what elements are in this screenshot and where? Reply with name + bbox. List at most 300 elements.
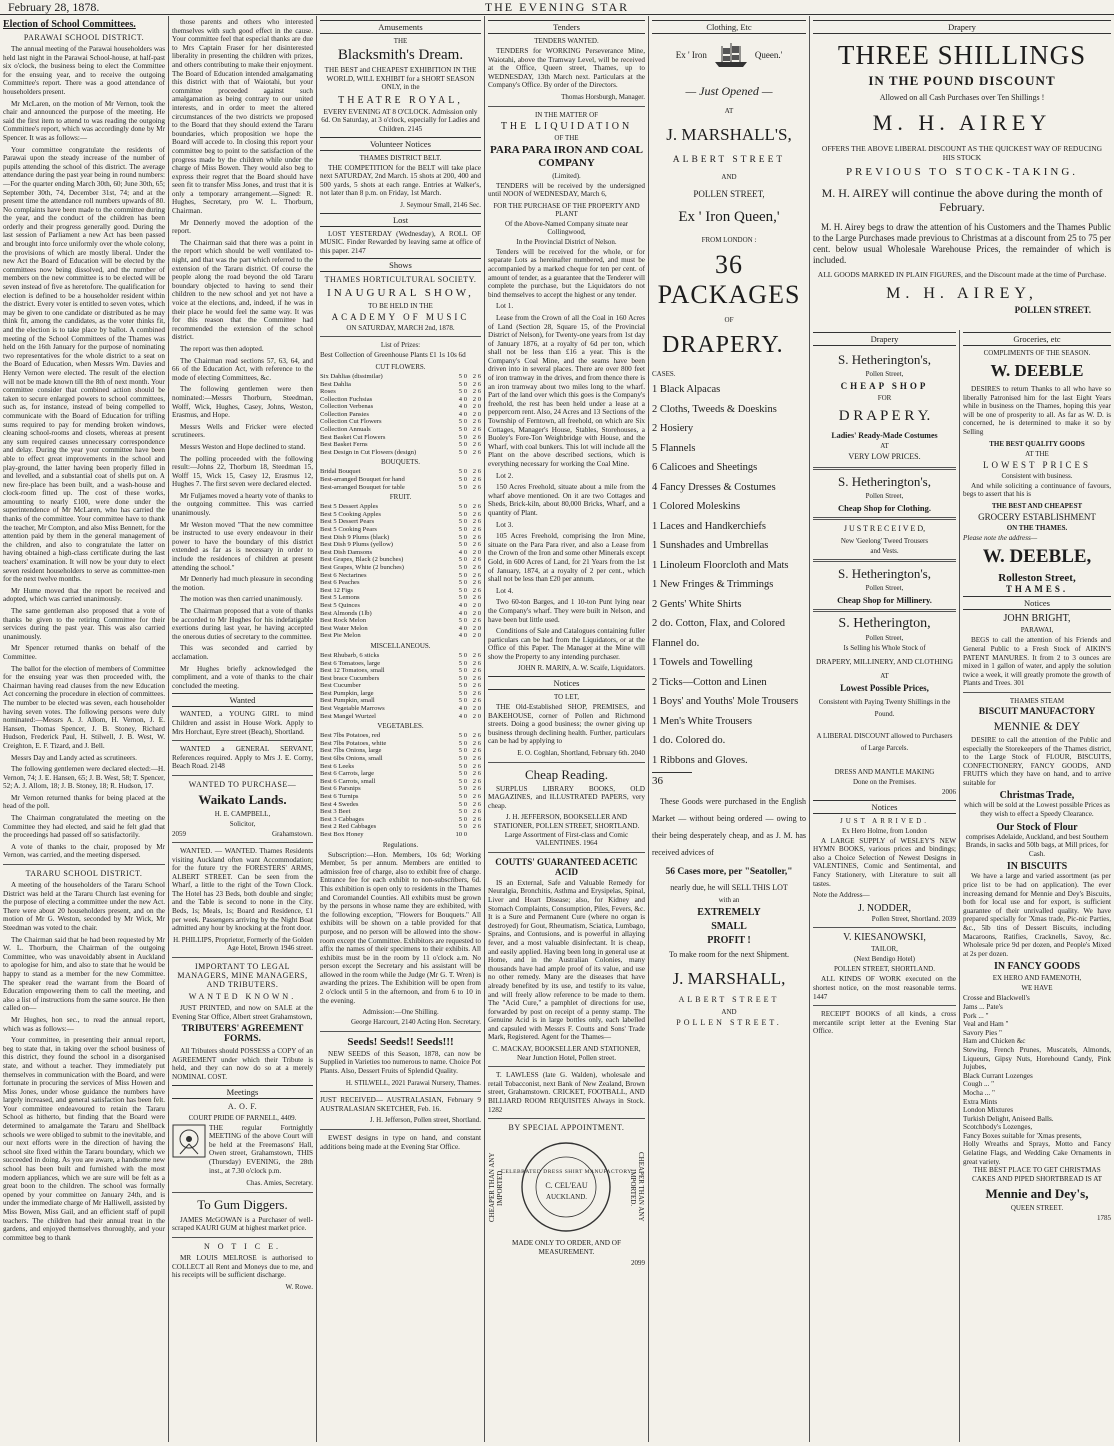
second-prize: 2 6	[472, 659, 481, 667]
prize-row	[320, 556, 481, 564]
prize-row	[320, 426, 481, 434]
ad-place: Grahamstown.	[271, 829, 313, 838]
prize-item: Best 5 Quinces	[320, 601, 360, 609]
first-prize: 4 0	[458, 410, 467, 418]
paragraph: The Chairman said that there was a point in the report which should be well ventilated to-night, and that was the part which referred to the extension of the Tararu district. Of course the people along the road beyond the old Tararu boundary objected to having to send their children to the new school and yet not have a voice at the elections, and, indeed, if he was in their place he would feel the same way. It was for this reason that the Committee had recommended the extension of the school district.	[172, 238, 313, 342]
first-prize: 5 0	[458, 667, 467, 675]
prize-row	[320, 816, 481, 824]
first-prize: 5 0	[458, 426, 467, 434]
prize-row	[320, 541, 481, 549]
ad-signature: J. H. Jefferson, Pollen street, Shortland.	[369, 1116, 481, 1125]
divider	[813, 517, 956, 520]
prize-row	[320, 617, 481, 625]
first-prize: 5 0	[458, 556, 467, 564]
column-clothing	[649, 18, 809, 1438]
case-item: 1 New Fringes & Trimmings	[652, 579, 774, 590]
ad-body: TENDERS for WORKING Perseverance Mine, Waiotahi, above the Tramway Level, will be received at the Office, Queen street, Thames, up to WEDNESDAY, 13th March next. Particulars at the Company's Office. By order of the Directors.	[488, 47, 645, 90]
prize-row	[320, 534, 481, 542]
prize-item: Best Basket Ferns	[320, 441, 368, 449]
second-prize: 2 6	[472, 448, 481, 456]
ad-number: 2059	[172, 829, 186, 838]
goods-item: Pork ... "	[963, 1011, 989, 1020]
first-prize: 5 0	[458, 571, 467, 579]
first-prize: 5 0	[458, 448, 467, 456]
case-item: 6 Calicoes and Sheetings	[652, 462, 758, 473]
paragraph: The following gentlemen were declared elected:—H. Vernon, 74; J. E. Hansen, 65; J. B. West, 58; T. Spencer, 52; A. J. Allom, 18; J. B. Stoney, 18; R. Hudson, 17.	[3, 765, 165, 791]
prize-row	[320, 667, 481, 675]
prize-row	[320, 831, 481, 839]
prize-row	[320, 793, 481, 801]
street: Pollen Street,	[865, 492, 904, 500]
goods-list	[963, 994, 1111, 1166]
goods-item: Fancy Boxes suitable for 'Xmas presents,	[963, 1131, 1082, 1140]
prize-row	[320, 484, 481, 492]
second-prize: 2 0	[472, 712, 481, 720]
prize-item: Best Pie Melon	[320, 632, 361, 640]
case-item: 1 Towels and Towelling	[652, 657, 753, 668]
premises-line: Done on the Premises.	[853, 778, 916, 786]
case-item: 1 Black Alpacas	[652, 384, 721, 395]
clothing-shop: Cheap Shop for Clothing.	[838, 503, 931, 513]
prize-item: Best Dish 9 Plums (black)	[320, 533, 390, 541]
side-text: CHEAPER THAN ANY IMPORTED.	[488, 1152, 504, 1222]
queen-street: QUEEN STREET.	[1010, 1204, 1064, 1213]
first-prize: 4 0	[458, 712, 467, 720]
prize-item: Best 3 Cabbages	[320, 815, 364, 823]
prize-item: Best Rhubarb, 6 sticks	[320, 651, 380, 659]
paragraph: Two 60-ton Barges, and 1 10-ton Punt lying near the Company's wharf. They were built in Nelson, and have been but little used.	[488, 598, 645, 624]
prize-category: MISCELLANEOUS.	[370, 641, 431, 650]
second-prize: 2 6	[472, 777, 481, 785]
ad-body: JUST RECEIVED— AUSTRALASIAN, February 9 AUSTRALASIAN SKETCHER, Feb. 16.	[320, 1096, 481, 1113]
prize-item: Collection Pansies	[320, 410, 369, 418]
goods-item: Extra Mints	[963, 1097, 998, 1106]
prize-item: Best Dish 9 Plums (yellow)	[320, 541, 393, 549]
ad-heading: TENDERS WANTED.	[534, 37, 599, 45]
first-prize: 5 0	[458, 418, 467, 426]
ad-body: NEW SEEDS of this Season, 1878, can now be Supplied in Varieties too numerous to name. Choice Pot Plants. Also, Dessert Fruits of Splendid Quality.	[320, 1049, 481, 1076]
best-cheapest: THE BEST AND CHEAPEST	[991, 501, 1083, 510]
liquidation-line: IN THE MATTER OF	[534, 110, 599, 119]
first-prize: 5 0	[458, 380, 467, 388]
paragraph: Lot 4.	[496, 586, 514, 595]
ad-body: JUST PRINTED, and now on SALE at the Evening Star Office, Albert street Grahamstown,	[172, 1004, 313, 1021]
prize-row	[320, 564, 481, 572]
street: Pollen Street,	[865, 634, 904, 642]
prize-row	[320, 418, 481, 426]
prize-item: Best Grapes, White (2 bunches)	[320, 563, 404, 571]
prize-item: Best Dahlia	[320, 380, 351, 388]
paragraph: Your committee congratulate the residents of Parawai upon the steady increase of the number of pupils attending the school of this district. The average attendance during the past year being in round numbers:—For the quarter ending March 30th, 60; June 30th, 65; September 30th, 74, December 31st, 74; and at the present time the attendance roll numbers upwards of 80. No complaints have been made to the committee during the year, and the conduct of the children has been orderly and their progress generally good. During the last session of Parliament a new Act has been passed and brought into force uniformly over the whole colony, the provisions of which are mostly liberal. Under the new Act the Board of Education will be elected by the committees now being dissolved, and the number of members on the new committee is to be elected will be seven instead of five as heretofore. The qualification for election is defined to be a householder resident within the district. Every voter is entitled to seven votes, which may be given to one candidate or distributed as he may think fit, among the candidates, as the voter thinks fit, and the election is to take place by ballot. A combined meeting of the School Committees of the Thames was held on the 16th January for the purpose of nominating two representatives for the whole district to a seat on the Board of Education, when Messrs Wm. Davies and Henry Vernon were elected. The result of the election will not be made known till the 8th of next month. Your committee consider that combined action should be taken to secure enlarged powers to school committees, such as, for instance, instead of being compelled to communicate with the Board of Education for trifling sums required to pay for mending broken windows, cleaning school-rooms and closets, whereas at present any sum required causes unnecessary correspondence and delay. During the year your committee have been able to effect great improvements in the school and play-ground, the latter having been properly filled in and levelled, and a substantial coat of shells put on. A new fire-place has been built, and a wash-house and clock-room fitted up. The cost of these works, amounting to nearly £100, were done under the superintendence of Mr McLaren, who has carried the thanks of the committee. Your committee have to thank the teacher, Mr Compton, and also Miss Bennett, for the attention paid by them in the general management of the children, and also to congratulate the latter on having obtained a high-class certificate during the last teachers' examination. It will now be your duty to elect seven resident householders to serve as committee-men for the next twelve months.	[3, 145, 165, 584]
ad-title: To Gum Diggers.	[197, 1196, 288, 1212]
first-prize: 5 0	[458, 800, 467, 808]
meeting-notice	[172, 1124, 313, 1179]
just-opened: — Just Opened —	[685, 84, 773, 98]
first-prize: 5 0	[458, 468, 467, 476]
ad-body: RECEIPT BOOKS of all kinds, a cross mercantile script letter at the Evening Star Office.	[813, 1010, 956, 1036]
airey-footer: M. H. AIREY,	[886, 285, 1038, 302]
second-prize: 2 6	[472, 586, 481, 594]
first-prize: 5 0	[458, 483, 467, 491]
second-prize: 2 6	[472, 755, 481, 763]
shirt-factory-ad	[488, 1135, 645, 1239]
divider	[3, 864, 165, 865]
divider	[813, 609, 956, 612]
case-item: 1 Colored Moleskins	[652, 501, 741, 512]
prize-row	[320, 411, 481, 419]
meeting-court: COURT PRIDE OF PARNELL, 4409.	[188, 1113, 297, 1122]
paragraph: Conditions of Sale and Catalogues containing fuller particulars can be had from the Liquidators, or at the Office of this Paper. The Manager at the Mine will show the Property to any intending purchaser.	[488, 627, 645, 661]
prize-row	[320, 396, 481, 404]
airey-street: POLLEN STREET.	[1014, 305, 1091, 315]
first-prize: 5 0	[458, 503, 467, 511]
prize-row	[320, 808, 481, 816]
side-text: CHEAPER THAN ANY IMPORTED.	[629, 1152, 645, 1222]
goods-item: Holly Wreaths and Sprays, Motto and Fancy Gelatine Flags, and Wedding Cake Ornaments in great variety.	[963, 1140, 1111, 1166]
regulations-body: Subscription:—Hon. Members, 10s 6d; Working Member, 5s per annum. Members are entitled to admission free of charge, also to exhibit free of charge. Entrance fee for each exhibit to non-subscribers, 6d. This exhibition is open only to residents in the Thames and Coromandel Counties. All exhibits must be grown by the persons in whose name they are exhibited, with the following exception, "Flowers for Bouquets." All exhibits will be shown on a table provided for that purpose, and no person will be allowed into the show-room except the Committee. Exhibitors are requested to affix the names of their specimens to their exhibits. All exhibits must be in the room by 11 o'clock a.m. No person except the Secretary and his assistant will be allowed in the room while the Judge (Mr G. T. Wren) is awarding the prizes. The Exhibition will be open from 2 o'clock until 5 in the afternoon, and from 6 to 10 in the evening.	[320, 850, 481, 1005]
case-item: 2 do. Cotton, Flax, and Colored Flannel do.	[652, 618, 785, 649]
hetherington-name: S. Hetherington's,	[838, 566, 931, 581]
first-prize: 4 0	[458, 609, 467, 617]
first-prize: 5 0	[458, 659, 467, 667]
ad-heading: TO LET,	[553, 693, 579, 702]
goods-item: Mocha ... "	[963, 1088, 995, 1097]
case-item: 2 Hosiery	[652, 423, 694, 434]
deeble-name: W. DEEBLE	[990, 361, 1084, 380]
paragraph: The annual meeting of the Parawai householders was held last night in the Parawai School-house, at half-past six o'clock, the business being to elect the Committee for the ensuing year, and to receive the outgoing Committee's report. There was a good attendance of householders present.	[3, 45, 165, 96]
section-heading-groceries: Groceries, etc	[963, 332, 1111, 346]
compliments: COMPLIMENTS OF THE SEASON.	[983, 349, 1091, 357]
second-prize: 2 6	[472, 667, 481, 675]
prize-item: Best Box Honey	[320, 830, 364, 838]
just-arrived: JUST ARRIVED.	[839, 816, 930, 825]
ad-body: BEGS to call the attention of his Friends and General Public to a Fresh Stock of AIKIN'S PATENT MANURES. It from 2 to 3 ounces are mixed in 1 gallon of water, and apply the solution twice a week, it will greatly promote the growth of Plants and Trees. 301	[963, 636, 1111, 688]
section-heading-notices: Notices	[813, 800, 956, 814]
paragraph: The motion was then carried unanimously.	[180, 595, 303, 604]
prize-row	[320, 632, 481, 640]
prize-category: FRUIT.	[389, 493, 412, 502]
article-body	[3, 45, 165, 860]
first-prize: 5 0	[458, 815, 467, 823]
divider	[813, 927, 956, 928]
prize-item: Collection Fuchsias	[320, 395, 373, 403]
section-heading-lost: Lost	[320, 213, 481, 227]
first-prize: 5 0	[458, 388, 467, 396]
prize-row	[320, 518, 481, 526]
second-prize: 2 0	[472, 632, 481, 640]
case-item: 1 do. Colored do.	[652, 735, 726, 746]
prize-table	[320, 373, 481, 457]
first-prize: 5 0	[458, 594, 467, 602]
marshall-footer: J. MARSHALL,	[672, 969, 786, 988]
prize-row	[320, 549, 481, 557]
prize-item: Best 2 Red Cabbages	[320, 823, 377, 831]
prize-item: Best Water Melon	[320, 624, 368, 632]
divider	[813, 559, 956, 562]
prize-row	[320, 381, 481, 389]
airey-name: M. H. AIREY	[872, 110, 1052, 135]
liberal-line: A LIBERAL DISCOUNT allowed to Purchasers of Large Parcels.	[816, 732, 953, 752]
case-item: 1 Ribbons and Gloves.	[652, 754, 748, 766]
article-body	[3, 881, 165, 1242]
prize-item: Best Grapes, Black (2 bunches)	[320, 556, 404, 564]
divider	[813, 467, 956, 470]
article-subheading: PARAWAI SCHOOL DISTRICT.	[23, 33, 145, 42]
paragraph: those parents and others who interested themselves with such good effect in the cause. Your committee feel that especial thanks are due to Mrs Captain Fraser for her disinterested liberality in presenting the children with prizes, and others contributing to make their enjoyment. The Board of Education intended amalgamating this district with that of Waiotahi, but your committee proceeded against such amalgamation as being contrary to our united interests, and in order to meet the altered circumstances of the two districts we proposed to the Board that they should extend the Tararu boundaries, which proposition we hope the Board will accede to. In closing this report your committee beg to point to the satisfaction of the progress made by the children while under the charge of Miss Bowen. They would also beg to express their regret that the Board should have seen fit to transfer Miss Jones, and trust that it is only a temporary arrangement.—Signed: R. Hughes, Secretary, pro W. L. Thorburn, Chairman.	[172, 18, 313, 216]
second-prize: 2 0	[472, 705, 481, 713]
cases-more: 56 Cases more, per "Seatoller,"	[665, 867, 793, 877]
ship-suffix: Queen.'	[754, 50, 783, 60]
second-prize: 2 6	[472, 762, 481, 770]
ad-number: 2006	[942, 788, 956, 796]
consistent: Consistent with business.	[1001, 471, 1073, 480]
company-name: PARA PARA IRON AND COAL COMPANY	[490, 143, 643, 169]
second-prize: 2 6	[472, 541, 481, 549]
prize-row	[320, 690, 481, 698]
section-heading-notices: Notices	[488, 676, 645, 690]
masthead	[0, 0, 1114, 15]
second-prize: 2 6	[472, 579, 481, 587]
hetherington-name: S. Hetherington,	[838, 616, 931, 631]
prize-item: Six Dahlias (dissimilar)	[320, 372, 383, 380]
section-heading-amusements: Amusements	[320, 20, 481, 34]
prize-item: Best 6 Leeks	[320, 762, 355, 770]
prize-row	[320, 476, 481, 484]
from-london: FROM LONDON :	[701, 236, 757, 244]
section-heading-drapery: Drapery	[813, 20, 1111, 34]
first-prize: 5 0	[458, 563, 467, 571]
paragraph: Mr Hughes, hon sec., to read the annual report, which was as follows:—	[3, 1015, 165, 1033]
paragraph: Mr Dennerly moved the adoption of the report.	[172, 218, 313, 236]
paragraph: Lease from the Crown of all the Coal in 160 Acres of Land (Section 28, Square 15, of the Provincial District of Nelson), for Twenty-one years from 1st day of January 1876, at a royalty of 6d per ton, which shall not be less than £16 a year. This is the Company's Coal Mine, and the seams have been driven into in several places. There are over 800 feet of iron tramway in the drives, and from thence there is an iron tramway about two miles long to the wharf. Part of the land over which this goes is the Company's freehold, the rest has been held under a lease at a peppercorn rent. Also, 24 Acres and 13 Sections of the Township of Ferntown, all freehold, on which are Six Cottages, Manager's House, Stables, Storehouses, a Buoley's Fore-Ton Weighbridge with House, and the Wharf, with coal bunkers. This lot will include all the Plant on the above described sections, which is everything necessary for working the Coal Mine.	[488, 313, 645, 468]
ad-body: JAMES McGOWAN is a Purchaser of well-scraped KAURI GUM at highest market price.	[172, 1215, 313, 1233]
first-prize: 5 0	[458, 755, 467, 763]
divider	[172, 1237, 313, 1238]
divider	[320, 1091, 481, 1092]
prize-list-heading: List of Prizes:	[380, 341, 421, 350]
ad-body: DESIRES to return Thanks to all who have so liberally Patronised him for the last Eight Years while in business on the Thames, hoping this year will be one of prosperity to all. As far as W. D. is concerned, he is determined to make it so by Selling	[963, 385, 1111, 436]
prize-item: Collection Cut Flowers	[320, 418, 382, 426]
second-prize: 2 6	[472, 739, 481, 747]
best-place: THE BEST PLACE TO GET CHRISTMAS CAKES AND PIPED SHORTBREAD IS AT	[972, 1166, 1102, 1183]
profit: PROFIT !	[707, 935, 751, 946]
prize-entry: Best Collection of Greenhouse Plants £1 1s 10s 6d	[320, 351, 466, 360]
tailor: TAILOR,	[871, 945, 898, 954]
ad-body: MR LOUIS MELROSE is authorised to COLLECT all Rent and Moneys due to me, and his receipts will be sufficient discharge.	[172, 1253, 313, 1280]
street: POLLEN STREET,	[693, 189, 765, 199]
divider	[172, 957, 313, 958]
prize-item: Best 7lbs Potatoes, white	[320, 739, 387, 747]
case-item: 4 Fancy Dresses & Costumes	[652, 481, 776, 493]
prize-row	[320, 373, 481, 381]
paragraph: Mr Hughes briefly acknowledged the compliment, and a vote of thanks to the chair concluded the meeting.	[172, 664, 313, 690]
regulations-heading: Regulations.	[382, 840, 419, 849]
section-heading-meetings: Meetings	[172, 1085, 313, 1099]
just-received: J U S T R E C E I V E D,	[843, 524, 926, 533]
of-label: OF	[724, 316, 734, 324]
ad-body: We have a large and varied assortment (as per price list to be had on application). The ever increasing demand for Mennie and Dey's Biscuits, both for local use and for export, is sufficient guarantee of their unrivalled quality. We have prepared specially for 'Xmas trade, Pic-nic Parties, &c., 5lb tins of Dessert Biscuits, including Macaroons, Ratifies, Cracknells, Savoy, &c. Wholesale price 9d per dozen, and People's Mixed at 2s per dozen.	[963, 872, 1111, 958]
we-have: WE HAVE	[1021, 984, 1053, 993]
first-prize: 5 0	[458, 808, 467, 816]
stamp-city: AUCKLAND.	[545, 1193, 588, 1202]
sell-note: nearly due, he will SELL THIS LOT	[670, 883, 788, 892]
second-prize: 2 6	[472, 483, 481, 491]
dmc-line: DRAPERY, MILLINERY, AND CLOTHING	[815, 657, 954, 666]
prize-item: Collection Verbenas	[320, 403, 374, 411]
prize-table	[320, 732, 481, 838]
at-label: AT	[724, 107, 734, 115]
first-prize: 5 0	[458, 747, 467, 755]
prize-item: Best 6lbs Onions, small	[320, 755, 383, 763]
ad-body: EVERY EVENING AT 8 O'CLOCK. Admission only 6d. On Saturday, at 3 o'clock, especially for Ladies and Children. 2145	[321, 107, 480, 133]
second-prize: 2 6	[472, 468, 481, 476]
offers-line: OFFERS THE ABOVE LIBERAL DISCOUNT AS THE QUICKEST WAY OF REDUCING HIS STOCK	[821, 144, 1103, 162]
first-prize: 4 0	[458, 705, 467, 713]
prize-item: Best 7lbs Onions, large	[320, 747, 382, 755]
prize-item: Best 6 Carrots, small	[320, 777, 376, 785]
prize-item: Best 5 Dessert Apples	[320, 503, 379, 511]
ad-venue: THEATRE ROYAL,	[338, 94, 463, 106]
paragraph: The Chairman congratulated the meeting on the Committee they had elected, and said he felt glad that the proceedings had passed off so satisfactorily.	[3, 814, 165, 840]
case-item: 2 Ticks—Cotton and Linen	[652, 676, 767, 688]
cases-label: CASES.	[652, 370, 676, 378]
ad-signature: Thomas Horsburgh, Manager.	[561, 92, 645, 101]
second-prize: 2 0	[472, 624, 481, 632]
street: POLLEN STREET.	[676, 1018, 782, 1027]
parawai: PARAWAI,	[1020, 626, 1054, 635]
please-note: Please note the address—	[963, 533, 1038, 542]
prize-row	[320, 740, 481, 748]
divider	[488, 106, 645, 107]
prize-row	[320, 526, 481, 534]
mennie-name: MENNIE & DEY	[993, 718, 1081, 733]
ad-body: comprises Adelaide, Auckland, and best Southern Brands, in sacks and 50lb bags, at Mill prices, for Cash.	[965, 832, 1109, 858]
prize-row	[320, 652, 481, 660]
shirt-factory-stamp	[500, 1135, 633, 1239]
and-label: AND	[721, 1008, 737, 1016]
column-groceries	[960, 330, 1114, 1438]
first-prize: 5 0	[458, 617, 467, 625]
prize-row	[320, 511, 481, 519]
prize-item: Best 12 Figs	[320, 586, 353, 594]
dress-line: DRESS AND MANTLE MAKING	[834, 768, 935, 776]
continue-line: M. H. AIREY will continue the above during the month of February.	[821, 186, 1103, 214]
prize-item: Best 7lbs Potatoes, red	[320, 732, 381, 740]
purchase-heading: FOR THE PURCHASE OF THE PROPERTY AND PLANT	[493, 201, 640, 218]
at-label: AT	[880, 442, 889, 450]
first-prize: 5 0	[458, 739, 467, 747]
first-prize: 5 0	[458, 476, 467, 484]
steam-line: THAMES STEAM	[1009, 696, 1065, 705]
ad-body: ALL KINDS OF WORK executed on the shortest notice, on the most reasonable terms. 1447	[813, 975, 956, 1001]
next-hotel: (Next Bendigo Hotel)	[853, 955, 916, 964]
issue-date: February 28, 1878.	[8, 0, 100, 14]
paragraph: The Chairman proposed that a vote of thanks be accorded to Mr Hughes for his indefatigable exertions during last year, he having accepted the onerous duties of secretary to the committee.	[172, 607, 313, 641]
first-prize: 5 0	[458, 777, 467, 785]
ad-number: 1785	[1097, 1214, 1111, 1223]
paragraph: The following gentlemen were then nominated:—Messrs Thorburn, Steedman, Wolff, Wick, Hughes, Casey, Johns, Weston, Erasmus, and Hope.	[172, 385, 313, 420]
goods-item: Veal and Ham "	[963, 1020, 1009, 1029]
ad-signature: J. Seymour Small, 2146 Sec.	[400, 200, 481, 209]
ad-body: THE Old-Established SHOP, PREMISES, and BAKEHOUSE, corner of Pollen and Richmond streets. Doing a good business; the owner giving up business through declining health. Further, particulars can be had by applying to	[488, 703, 645, 746]
first-prize: 5 0	[458, 697, 467, 705]
second-prize: 2 6	[472, 732, 481, 740]
ad-body: THE COMPETITION for the BELT will take place next SATURDAY, 2nd March. 15 shots at 200, 400 and 500 yards, 5 shots at each range. Entries at Walker's, not later than 8 p.m. on Friday, 1st March.	[320, 163, 481, 198]
society-name: THAMES HORTICULTURAL SOCIETY.	[324, 275, 477, 285]
section-heading-shows: Shows	[320, 258, 481, 272]
address-note: Note the Address—	[813, 891, 870, 900]
column-3	[317, 18, 484, 1438]
vests: and Vests.	[870, 547, 899, 555]
second-prize: 2 6	[472, 674, 481, 682]
second-prize: 2 6	[472, 380, 481, 388]
goods-item: Stewing, French Prunes, Muscatels, Almonds, Liqueurs, Gipsy Nuts, Horehound Candy, Pink Jujubes,	[963, 1045, 1111, 1072]
paragraph: This was seconded and carried by acclamation.	[172, 644, 313, 661]
ad-body: TENDERS will be received by the undersigned until NOON of WEDNESDAY, March 6,	[488, 181, 645, 199]
paragraph: Mr Fuljames moved a hearty vote of thanks to the outgoing committee. This was carried unanimously.	[172, 491, 313, 518]
prize-item: Best-arranged Bouquet for hand	[320, 476, 405, 484]
paragraph: Mr Spencer returned thanks on behalf of the Committee.	[3, 644, 165, 661]
street: ALBERT STREET	[672, 155, 786, 165]
prize-row	[320, 660, 481, 668]
prize-row	[320, 587, 481, 595]
second-prize: 2 6	[472, 682, 481, 690]
prize-item: Best Basket Cut Flowers	[320, 433, 386, 441]
ad-title: Blacksmith's Dream.	[337, 47, 464, 63]
case-item: 1 Laces and Handkerchiefs	[652, 520, 766, 532]
ad-footer	[172, 830, 313, 838]
column-2	[169, 18, 316, 1438]
ad-title: TRIBUTERS' AGREEMENT FORMS.	[181, 1024, 304, 1045]
millinery-shop: Cheap Shop for Millinery.	[837, 595, 932, 605]
prize-row	[320, 441, 481, 449]
ad-body: MADE ONLY TO ORDER, AND OF MEASUREMENT.	[512, 1239, 621, 1256]
second-prize: 2 6	[472, 793, 481, 800]
paragraph: Lot 3.	[496, 520, 514, 529]
prize-item: Best 4 Swedes	[320, 800, 359, 808]
ad-signature: W. Rowe.	[285, 1282, 313, 1291]
ship-name: Ex ' Iron Queen,'	[678, 209, 780, 225]
first-prize: 5 0	[458, 433, 467, 441]
goods-item: Jams ... Pate's	[963, 1002, 1003, 1011]
second-prize: 2 6	[472, 815, 481, 823]
first-prize: 5 0	[458, 785, 467, 793]
second-prize: 2 6	[472, 526, 481, 533]
first-prize: 4 0	[458, 395, 467, 403]
second-prize: 2 6	[472, 697, 481, 705]
nodder-street: Pollen Street, Shortland. 2039	[871, 914, 956, 923]
packages-headline: 36 PACKAGES	[657, 250, 801, 309]
province: In the Provincial District of Nelson.	[516, 237, 617, 246]
ex-ship: Ex Hero Holme, from London	[842, 826, 927, 835]
prize-item: Best Design in Cut Flowers (design)	[320, 448, 417, 456]
first-prize: 4 0	[458, 624, 467, 632]
draw-attention: M. H. Airey begs to draw the attention of his Customers and the Thames Public to the Large Purchases made previous to Christmas at a discount from 25 to 75 per cent. below usual Wholesale Warehouse Prices, the remainder of which is included.	[813, 222, 1111, 265]
meeting-signature: Chas. Amies, Secretary.	[246, 1179, 313, 1188]
liquidation-line: OF THE	[554, 133, 579, 142]
prize-item: Best-arranged Bouquet for table	[320, 483, 405, 491]
prize-category: CUT FLOWERS.	[375, 362, 426, 371]
article-subheading: TARARU SCHOOL DISTRICT.	[25, 869, 143, 879]
classified-ad: WANTED. — WANTED. Thames Residents visiting Auckland often want Accommodation; for the future try the FORESTERS' ARMS, ALBERT STREET. Can be seen from the Wharf, a little to the right of the Town Clock. The Hotel has 23 Beds, both double and single; and the Table is second to none in the City. Beds, 1s; Meals, 1s; Board and Residence, £1 per week. Passengers arriving by the Night Boat admitted any hour by knocking at the front door.	[172, 846, 313, 933]
prize-item: Collection Annuals	[320, 426, 371, 434]
second-prize: 2 0	[472, 403, 481, 411]
show-held: TO BE HELD IN THE	[368, 302, 433, 311]
paragraph: Lot 1.	[496, 302, 514, 311]
goods-note: These Goods were purchased in the English Market — without being ordered — owing to their being desperately cheap, and as J. M. has received advices of	[652, 797, 806, 857]
street: Pollen Street,	[865, 370, 904, 378]
second-prize: 2 0	[472, 548, 481, 556]
